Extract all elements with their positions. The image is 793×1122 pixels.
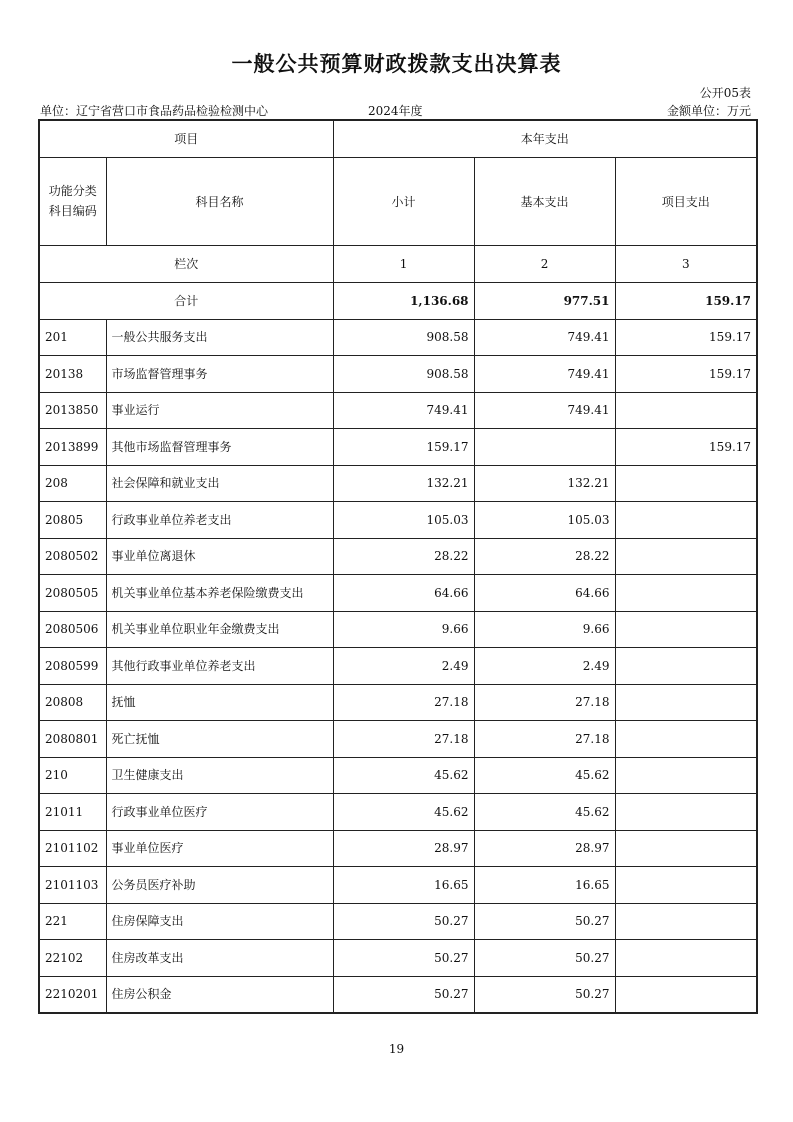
row-subtotal: 27.18: [333, 684, 474, 721]
row-project: [615, 940, 757, 977]
row-subtotal: 105.03: [333, 502, 474, 539]
row-code: 2101102: [39, 830, 106, 867]
table-row: [39, 429, 757, 466]
row-basic: 749.41: [474, 392, 615, 429]
row-subtotal: 27.18: [333, 721, 474, 758]
table-row: [39, 867, 757, 904]
header-func-code: 功能分类科目编码: [39, 157, 106, 245]
row-code: 2013850: [39, 392, 106, 429]
row-project: [615, 721, 757, 758]
row-name: 机关事业单位职业年金缴费支出: [106, 611, 333, 648]
row-code: 21011: [39, 794, 106, 831]
page-number: 19: [388, 1042, 405, 1056]
table-row: [39, 575, 757, 612]
row-basic: 16.65: [474, 867, 615, 904]
row-project: [615, 465, 757, 502]
row-name: 住房保障支出: [106, 903, 333, 940]
unit-label: 单位：辽宁省营口市食品药品检验检测中心: [40, 104, 269, 118]
page-title: 一般公共预算财政拨款支出决算表: [231, 52, 562, 76]
row-name: 住房公积金: [106, 976, 333, 1013]
row-subtotal: 50.27: [333, 903, 474, 940]
row-subtotal: 50.27: [333, 976, 474, 1013]
row-name: 市场监督管理事务: [106, 356, 333, 393]
row-subtotal: 50.27: [333, 940, 474, 977]
row-basic: 105.03: [474, 502, 615, 539]
row-code: 201: [39, 319, 106, 356]
table-row: [39, 940, 757, 977]
row-basic: 45.62: [474, 794, 615, 831]
row-basic: 50.27: [474, 903, 615, 940]
table-row: [39, 502, 757, 539]
row-project: [615, 757, 757, 794]
row-subtotal: 16.65: [333, 867, 474, 904]
row-code: 2080599: [39, 648, 106, 685]
row-project: [615, 903, 757, 940]
total-project: 159.17: [615, 282, 757, 319]
row-subtotal: 908.58: [333, 319, 474, 356]
table-row: [39, 976, 757, 1013]
table-row: [39, 684, 757, 721]
row-basic: 45.62: [474, 757, 615, 794]
row-basic: 28.97: [474, 830, 615, 867]
row-project: [615, 867, 757, 904]
row-name: 住房改革支出: [106, 940, 333, 977]
table-row: [39, 757, 757, 794]
table-row: [39, 611, 757, 648]
row-code: 210: [39, 757, 106, 794]
row-code: 20805: [39, 502, 106, 539]
table-row: [39, 648, 757, 685]
row-project: [615, 976, 757, 1013]
row-project: [615, 794, 757, 831]
row-project: [615, 611, 757, 648]
row-subtotal: 9.66: [333, 611, 474, 648]
row-project: 159.17: [615, 429, 757, 466]
row-code: 208: [39, 465, 106, 502]
row-basic: 27.18: [474, 684, 615, 721]
row-project: [615, 502, 757, 539]
row-subtotal: 64.66: [333, 575, 474, 612]
row-name: 事业单位离退休: [106, 538, 333, 575]
row-project: 159.17: [615, 356, 757, 393]
row-name: 其他市场监督管理事务: [106, 429, 333, 466]
row-subtotal: 45.62: [333, 794, 474, 831]
row-code: 2080502: [39, 538, 106, 575]
total-subtotal: 1,136.68: [333, 282, 474, 319]
header-basic: 基本支出: [474, 157, 615, 245]
table-row: [39, 319, 757, 356]
table-row: [39, 721, 757, 758]
row-code: 20808: [39, 684, 106, 721]
header-current-year: 本年支出: [333, 120, 757, 157]
row-name: 事业运行: [106, 392, 333, 429]
row-subtotal: 749.41: [333, 392, 474, 429]
row-code: 2080505: [39, 575, 106, 612]
row-basic: 749.41: [474, 356, 615, 393]
row-code: 22102: [39, 940, 106, 977]
total-basic: 977.51: [474, 282, 615, 319]
row-subtotal: 45.62: [333, 757, 474, 794]
table-row: [39, 392, 757, 429]
header-col2: 2: [474, 245, 615, 282]
table-row: [39, 794, 757, 831]
row-project: 159.17: [615, 319, 757, 356]
row-project: [615, 648, 757, 685]
table-row: [39, 538, 757, 575]
row-name: 公务员医疗补助: [106, 867, 333, 904]
row-subtotal: 159.17: [333, 429, 474, 466]
row-basic: 27.18: [474, 721, 615, 758]
row-subtotal: 132.21: [333, 465, 474, 502]
header-project-exp: 项目支出: [615, 157, 757, 245]
table-code: 公开05表: [699, 86, 751, 100]
row-code: 20138: [39, 356, 106, 393]
row-basic: [474, 429, 615, 466]
header-column-label: 栏次: [39, 245, 333, 282]
row-name: 卫生健康支出: [106, 757, 333, 794]
row-basic: 50.27: [474, 940, 615, 977]
row-basic: 132.21: [474, 465, 615, 502]
row-code: 221: [39, 903, 106, 940]
row-code: 2210201: [39, 976, 106, 1013]
row-basic: 749.41: [474, 319, 615, 356]
row-name: 其他行政事业单位养老支出: [106, 648, 333, 685]
table-row: [39, 465, 757, 502]
header-subtotal: 小计: [333, 157, 474, 245]
row-code: 2013899: [39, 429, 106, 466]
row-name: 社会保障和就业支出: [106, 465, 333, 502]
row-project: [615, 684, 757, 721]
header-col3: 3: [615, 245, 757, 282]
total-label: 合计: [39, 282, 333, 319]
header-project: 项目: [39, 120, 333, 157]
row-project: [615, 538, 757, 575]
row-basic: 9.66: [474, 611, 615, 648]
row-code: 2080506: [39, 611, 106, 648]
row-basic: 50.27: [474, 976, 615, 1013]
header-col1: 1: [333, 245, 474, 282]
table-row: [39, 830, 757, 867]
row-name: 行政事业单位医疗: [106, 794, 333, 831]
row-name: 死亡抚恤: [106, 721, 333, 758]
row-name: 机关事业单位基本养老保险缴费支出: [106, 575, 333, 612]
total-row: [39, 282, 757, 319]
row-project: [615, 392, 757, 429]
row-subtotal: 28.22: [333, 538, 474, 575]
year-label: 2024年度: [368, 104, 423, 118]
row-name: 事业单位医疗: [106, 830, 333, 867]
row-name: 抚恤: [106, 684, 333, 721]
row-code: 2080801: [39, 721, 106, 758]
row-basic: 28.22: [474, 538, 615, 575]
row-project: [615, 575, 757, 612]
table-row: [39, 356, 757, 393]
row-subtotal: 2.49: [333, 648, 474, 685]
row-project: [615, 830, 757, 867]
header-subject-name: 科目名称: [106, 157, 333, 245]
row-subtotal: 908.58: [333, 356, 474, 393]
amount-unit: 金额单位：万元: [666, 104, 751, 118]
row-subtotal: 28.97: [333, 830, 474, 867]
row-name: 行政事业单位养老支出: [106, 502, 333, 539]
expenditure-table: [38, 119, 758, 1014]
table-row: [39, 903, 757, 940]
row-code: 2101103: [39, 867, 106, 904]
row-basic: 64.66: [474, 575, 615, 612]
row-name: 一般公共服务支出: [106, 319, 333, 356]
row-basic: 2.49: [474, 648, 615, 685]
